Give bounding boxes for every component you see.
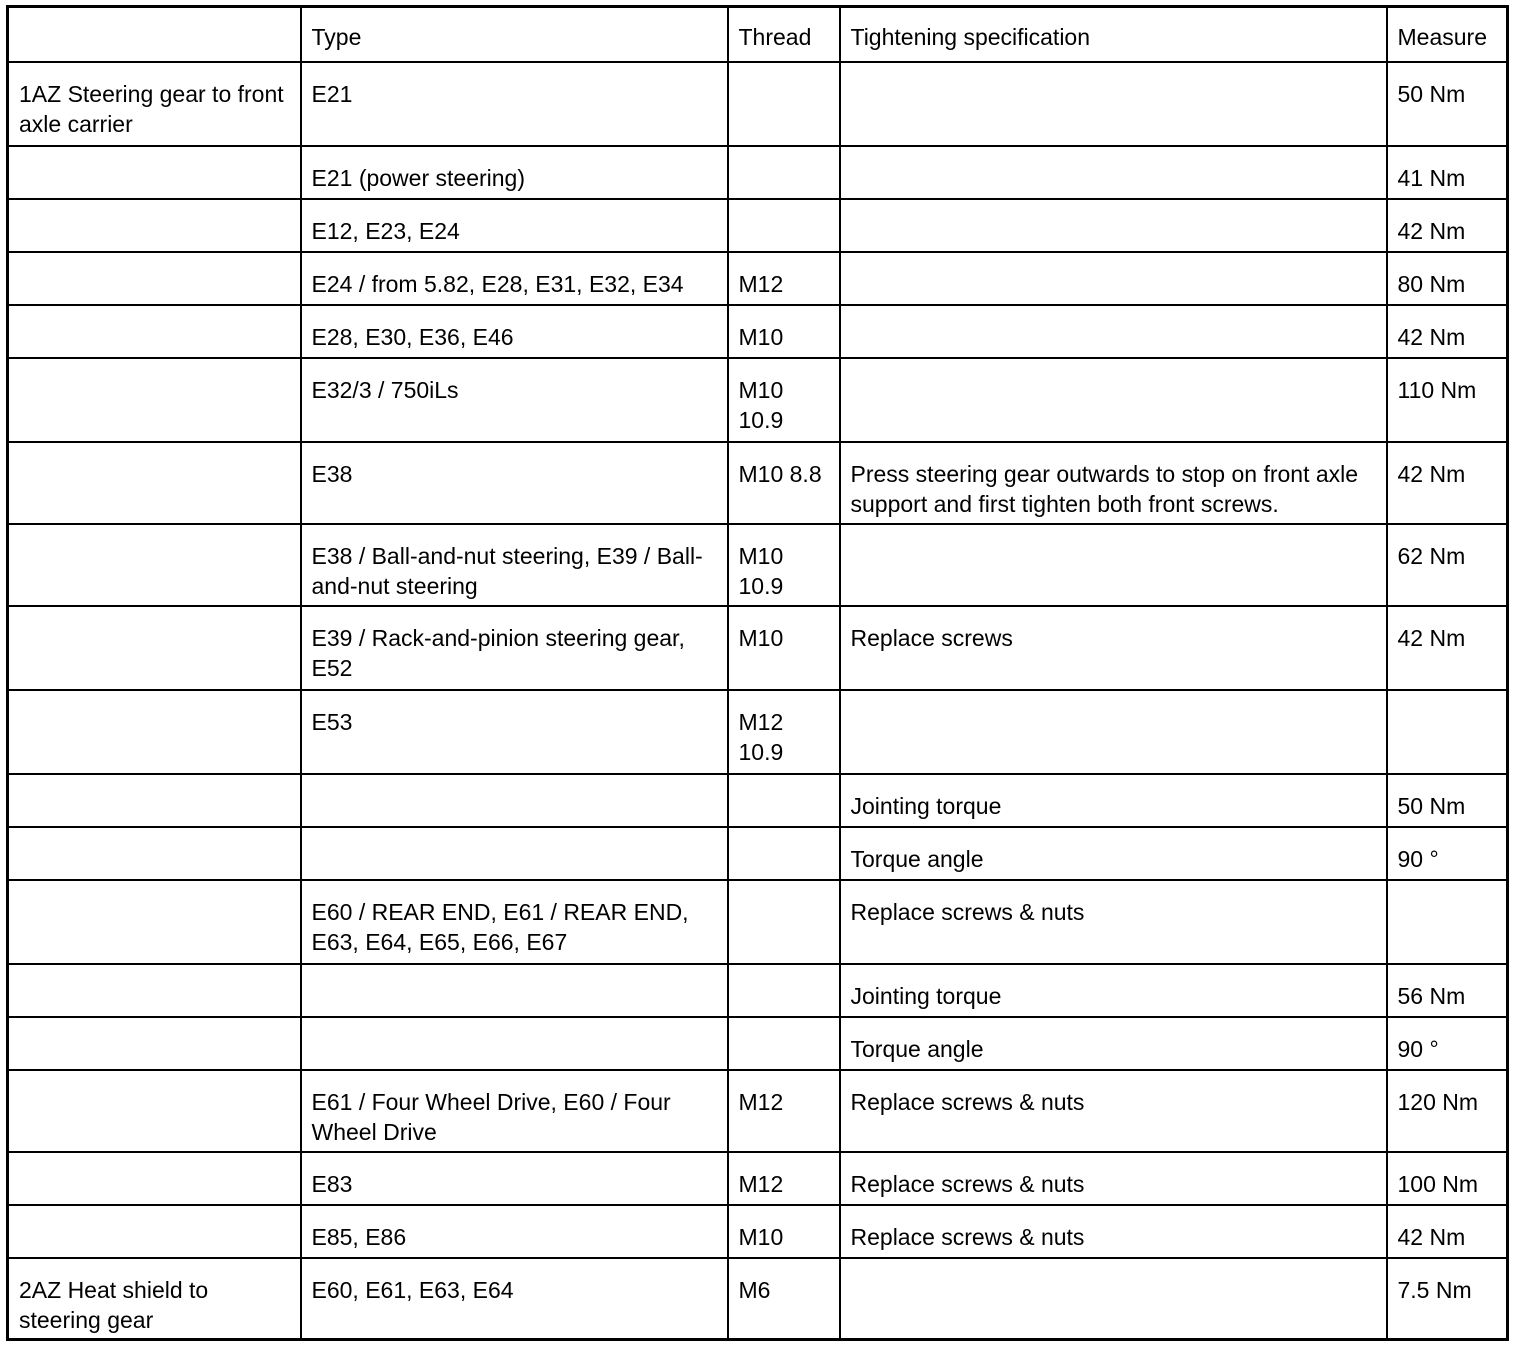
cell-thread: [728, 199, 840, 252]
cell-tightening: [840, 305, 1387, 358]
table-row: [8, 1258, 1508, 1340]
cell-thread: M6: [728, 1258, 840, 1340]
cell-component: [8, 252, 301, 305]
table-row: [8, 964, 1508, 1017]
cell-tightening: [840, 252, 1387, 305]
cell-component: [8, 1070, 301, 1152]
cell-component: 1AZ Steering gear to front axle carrier: [8, 62, 301, 146]
cell-component: [8, 442, 301, 524]
cell-tightening: Press steering gear outwards to stop on front axle support and first tighten both front screws.: [840, 442, 1387, 524]
table-row: [8, 146, 1508, 199]
cell-tightening: Torque angle: [840, 1017, 1387, 1070]
cell-component: 2AZ Heat shield to steering gear: [8, 1258, 301, 1340]
cell-measure: 110 Nm: [1387, 358, 1508, 442]
cell-type: E60 / REAR END, E61 / REAR END, E63, E64, E65, E66, E67: [301, 880, 728, 964]
cell-tightening: [840, 199, 1387, 252]
cell-measure: 42 Nm: [1387, 305, 1508, 358]
cell-tightening: [840, 146, 1387, 199]
cell-component: [8, 305, 301, 358]
cell-tightening: Jointing torque: [840, 964, 1387, 1017]
cell-measure: 62 Nm: [1387, 524, 1508, 606]
cell-measure: [1387, 690, 1508, 774]
cell-component: [8, 774, 301, 827]
cell-thread: [728, 1017, 840, 1070]
table-row: [8, 690, 1508, 774]
cell-thread: [728, 827, 840, 880]
cell-component: [8, 1152, 301, 1205]
cell-tightening: [840, 358, 1387, 442]
header-tightening: Tightening specification: [840, 7, 1387, 62]
cell-tightening: Replace screws & nuts: [840, 1205, 1387, 1258]
table-row: [8, 1205, 1508, 1258]
cell-component: [8, 606, 301, 690]
cell-tightening: Torque angle: [840, 827, 1387, 880]
cell-type: [301, 774, 728, 827]
cell-tightening: [840, 690, 1387, 774]
table-row: [8, 774, 1508, 827]
cell-type: [301, 964, 728, 1017]
cell-measure: 56 Nm: [1387, 964, 1508, 1017]
cell-component: [8, 690, 301, 774]
cell-thread: M10 10.9: [728, 358, 840, 442]
table-row: [8, 305, 1508, 358]
cell-component: [8, 1017, 301, 1070]
cell-thread: M10: [728, 606, 840, 690]
cell-measure: 90 °: [1387, 827, 1508, 880]
cell-type: E83: [301, 1152, 728, 1205]
cell-thread: M10: [728, 1205, 840, 1258]
header-thread: Thread: [728, 7, 840, 62]
header-row: [8, 7, 1508, 62]
cell-measure: 7.5 Nm: [1387, 1258, 1508, 1340]
cell-type: E85, E86: [301, 1205, 728, 1258]
cell-measure: 42 Nm: [1387, 1205, 1508, 1258]
cell-type: [301, 827, 728, 880]
cell-tightening: Replace screws: [840, 606, 1387, 690]
table-row: [8, 827, 1508, 880]
cell-type: E38 / Ball-and-nut steering, E39 / Ball-and-nut steering: [301, 524, 728, 606]
cell-type: E32/3 / 750iLs: [301, 358, 728, 442]
header-measure: Measure: [1387, 7, 1508, 62]
table-row: [8, 880, 1508, 964]
cell-tightening: Replace screws & nuts: [840, 880, 1387, 964]
cell-thread: [728, 880, 840, 964]
table-row: [8, 442, 1508, 524]
cell-type: E53: [301, 690, 728, 774]
cell-measure: 42 Nm: [1387, 442, 1508, 524]
cell-measure: 80 Nm: [1387, 252, 1508, 305]
cell-thread: [728, 964, 840, 1017]
cell-tightening: Replace screws & nuts: [840, 1152, 1387, 1205]
cell-type: E12, E23, E24: [301, 199, 728, 252]
cell-thread: M10 10.9: [728, 524, 840, 606]
cell-measure: 120 Nm: [1387, 1070, 1508, 1152]
table-row: [8, 358, 1508, 442]
cell-thread: M10: [728, 305, 840, 358]
cell-type: E38: [301, 442, 728, 524]
cell-type: E60, E61, E63, E64: [301, 1258, 728, 1340]
table-row: [8, 199, 1508, 252]
cell-component: [8, 1205, 301, 1258]
cell-component: [8, 964, 301, 1017]
cell-measure: 100 Nm: [1387, 1152, 1508, 1205]
table-row: [8, 1017, 1508, 1070]
cell-component: [8, 880, 301, 964]
cell-tightening: Replace screws & nuts: [840, 1070, 1387, 1152]
cell-thread: [728, 146, 840, 199]
cell-thread: M12 10.9: [728, 690, 840, 774]
torque-spec-table: [6, 5, 1509, 1341]
cell-thread: [728, 62, 840, 146]
cell-measure: 50 Nm: [1387, 62, 1508, 146]
cell-component: [8, 827, 301, 880]
table-row: [8, 524, 1508, 606]
cell-type: E39 / Rack-and-pinion steering gear, E52: [301, 606, 728, 690]
cell-type: E21: [301, 62, 728, 146]
cell-thread: M10 8.8: [728, 442, 840, 524]
table-row: [8, 252, 1508, 305]
cell-thread: M12: [728, 252, 840, 305]
cell-thread: M12: [728, 1070, 840, 1152]
header-type: Type: [301, 7, 728, 62]
cell-measure: 50 Nm: [1387, 774, 1508, 827]
cell-component: [8, 146, 301, 199]
cell-type: E24 / from 5.82, E28, E31, E32, E34: [301, 252, 728, 305]
cell-tightening: [840, 524, 1387, 606]
cell-measure: [1387, 880, 1508, 964]
cell-measure: 41 Nm: [1387, 146, 1508, 199]
table-row: [8, 62, 1508, 146]
cell-measure: 42 Nm: [1387, 606, 1508, 690]
cell-measure: 42 Nm: [1387, 199, 1508, 252]
cell-measure: 90 °: [1387, 1017, 1508, 1070]
cell-thread: M12: [728, 1152, 840, 1205]
cell-type: [301, 1017, 728, 1070]
cell-tightening: [840, 62, 1387, 146]
cell-tightening: Jointing torque: [840, 774, 1387, 827]
cell-type: E61 / Four Wheel Drive, E60 / Four Wheel Drive: [301, 1070, 728, 1152]
table-row: [8, 606, 1508, 690]
cell-type: E28, E30, E36, E46: [301, 305, 728, 358]
cell-component: [8, 199, 301, 252]
header-component: [8, 7, 301, 62]
table-row: [8, 1152, 1508, 1205]
cell-component: [8, 524, 301, 606]
cell-tightening: [840, 1258, 1387, 1340]
cell-thread: [728, 774, 840, 827]
table-row: [8, 1070, 1508, 1152]
cell-type: E21 (power steering): [301, 146, 728, 199]
cell-component: [8, 358, 301, 442]
